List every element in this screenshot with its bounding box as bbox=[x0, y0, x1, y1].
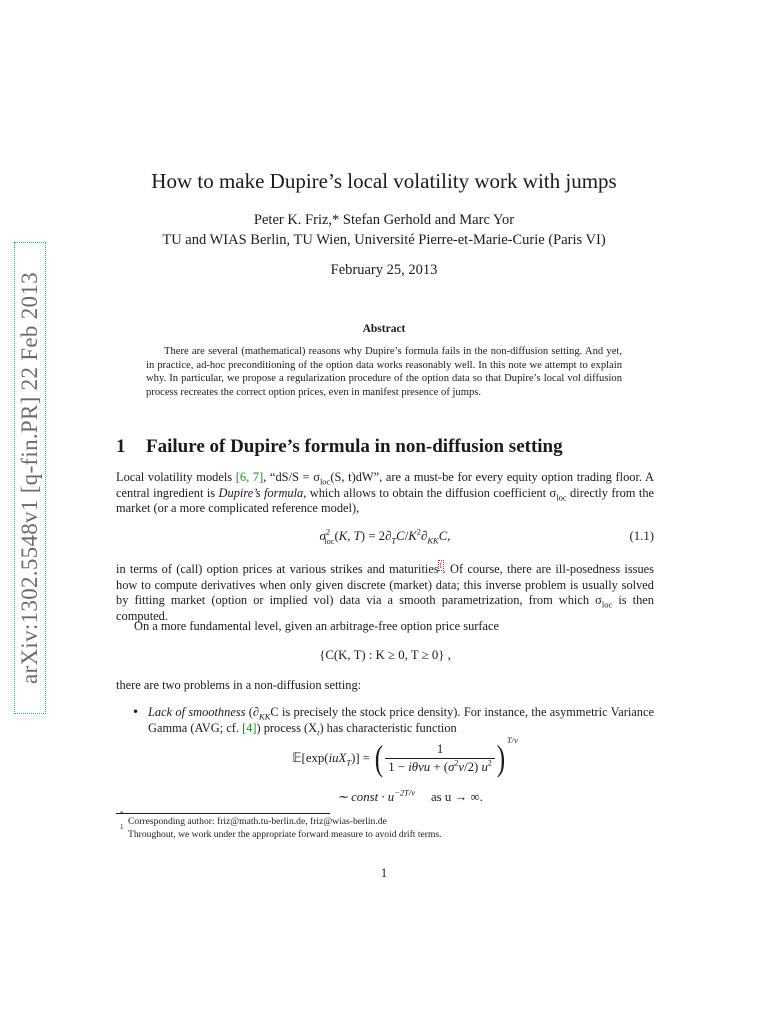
paper-title: How to make Dupire’s local volatility work with jumps bbox=[151, 169, 617, 193]
section-heading bbox=[116, 436, 563, 458]
equation-number: (1.1) bbox=[629, 529, 654, 543]
page-number: 1 bbox=[380, 866, 388, 880]
arxiv-identifier: arXiv:1302.5548v1 [q-fin.PR] 22 Feb 2013 bbox=[17, 272, 43, 684]
affiliation-list: TU and WIAS Berlin, TU Wien, Université Pierre-et-Marie-Curie (Paris VI) bbox=[162, 232, 606, 248]
bullet-marker: • bbox=[132, 705, 140, 719]
paper-date: February 25, 2013 bbox=[330, 262, 438, 278]
bullet-item-smoothness: Lack of smoothness ($\partial_{KK}C$ is precisely the stock price density). For instance, the asymmetric Variance Gamma (AVG; cf. [4]) process $(X_t)$ has characteristic function bbox=[148, 705, 654, 738]
paragraph-ill-posedness: in terms of (call) option prices at various strikes and maturities$^1$. Of course, there are ill-posedness issues how to compute derivatives when only given discrete (market) data; this inverse problem is usually solved by fitting market (option or implied vol) data via a smooth parametrization, from which $\sigma_{loc}$ is then computed. bbox=[116, 561, 654, 623]
citation-link[interactable]: [4] bbox=[242, 720, 257, 735]
paragraph-fundamental: On a more fundamental level, given an arbitrage-free option price surface bbox=[134, 619, 500, 633]
equation-dupire: $\sigma^2_{loc}(K$, $T) = 2\partial_TC/K^2\partial_{KK}C$, (1.1) bbox=[319, 526, 654, 546]
equation-characteristic-function: 𝔼[exp(iuX$_T$)] = ( $\frac{1}{1 - i\theta\nu u + (\sigma^2\nu/2) u^2}$ ) $^{T/\nu}$ bbox=[292, 735, 518, 779]
paragraph-intro: Local volatility models [6, 7], “$dS/S = \sigma_{loc}(S$, t)dW”, are a must-be for every equity option trading floor. A central ingredient is Dupire’s formula, which allows to obtain the diffusion coefficient $\sigma_{loc}$ directly from the market (or a more complicated reference model), bbox=[116, 470, 655, 516]
footnote-forward-measure: 1 Throughout, we work under the appropriate forward measure to avoid drift terms. bbox=[120, 823, 442, 840]
arxiv-identifier-stamp bbox=[14, 242, 46, 714]
abstract-heading: Abstract bbox=[362, 323, 406, 335]
footnote-marker[interactable]: 1 bbox=[438, 561, 443, 570]
equation-asymptotic: ∼ const · $u^{-2T/\nu}$ as u → ∞. bbox=[337, 787, 483, 804]
footnote-divider bbox=[116, 813, 330, 814]
section-number: 1 bbox=[116, 436, 126, 457]
citation-link[interactable]: [6, 7] bbox=[235, 470, 264, 484]
footnote-corresponding-author: * Corresponding author: friz@math.tu-berlin.de, friz@wias-berlin.de bbox=[120, 810, 387, 827]
paragraph-problems: there are two problems in a non-diffusion setting: bbox=[116, 678, 362, 692]
abstract-text: There are several (mathematical) reasons why Dupire’s formula fails in the non-diffusion setting. And yet, in practice, ad-hoc preconditioning of the option data works reasonably well. In this note we attempt to explain why. In particular, we propose a regularization procedure of the option data so that Dupire’s local vol diffusion process recreates the correct option prices, even in manifest presence of jumps. bbox=[146, 346, 622, 398]
author-list: Peter K. Friz,* Stefan Gerhold and Marc Yor bbox=[253, 212, 515, 228]
section-title: Failure of Dupire’s formula in non-diffusion setting bbox=[146, 436, 563, 457]
equation-surface: {C(K, T) : K ≥ 0, T ≥ 0} , bbox=[319, 648, 451, 662]
